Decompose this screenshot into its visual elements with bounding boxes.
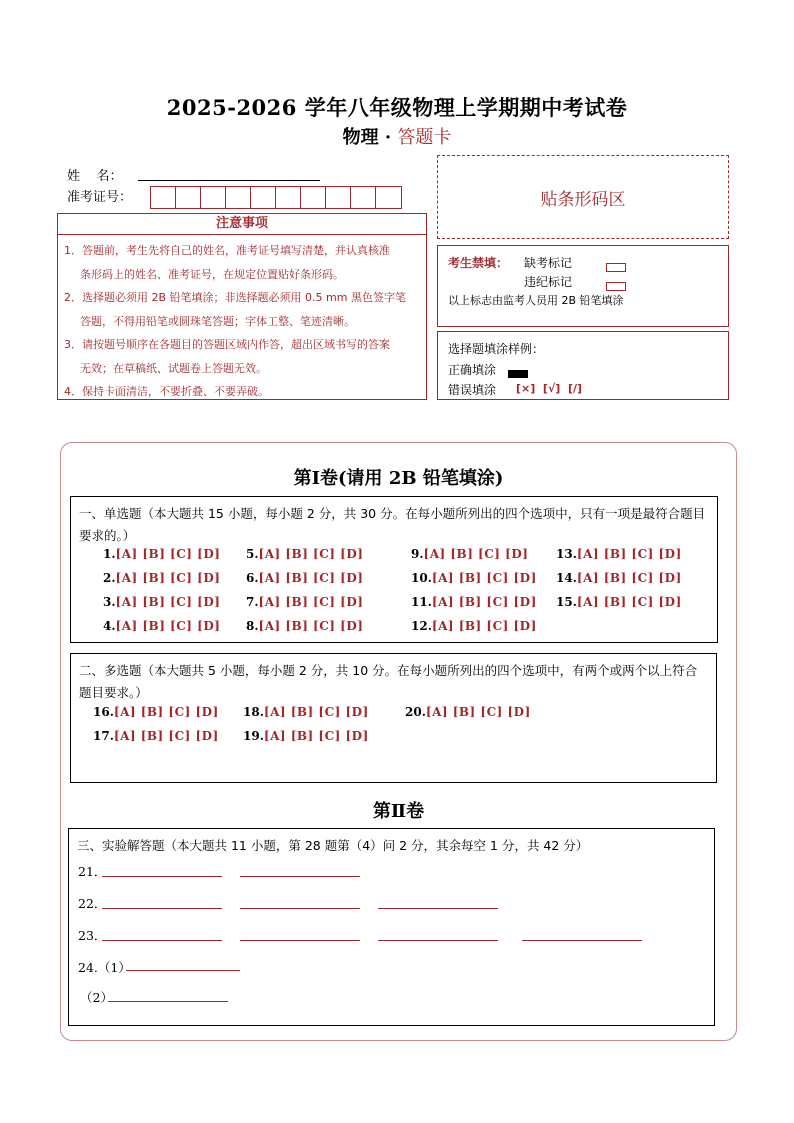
choice-question[interactable] bbox=[556, 595, 682, 609]
q24-part1-blank[interactable] bbox=[126, 970, 240, 971]
subtitle-dot: · bbox=[384, 127, 392, 148]
answer-options[interactable]: [A] [B] [C] [D] bbox=[576, 595, 682, 609]
answer-options[interactable]: [A] [B] [C] [D] bbox=[431, 619, 537, 633]
question-number: 12. bbox=[411, 619, 432, 633]
answer-options[interactable]: [A] [B] [C] [D] bbox=[423, 547, 529, 561]
notice-item: 1．答题前，考生先将自己的姓名，准考证号填写清楚，并认真核准 bbox=[64, 244, 390, 257]
question-number: 4. bbox=[103, 619, 116, 633]
choice-question[interactable] bbox=[103, 619, 220, 633]
barcode-label: 贴条形码区 bbox=[540, 189, 626, 210]
question-number: 17. bbox=[93, 729, 114, 743]
forbidden-note: 以上标志由监考人员用 2B 铅笔填涂 bbox=[448, 294, 624, 307]
wrong-fill-label: 错误填涂 bbox=[448, 383, 497, 397]
q21-blank[interactable] bbox=[102, 876, 222, 877]
choice-question[interactable] bbox=[556, 571, 682, 585]
answer-options[interactable]: [A] [B] [C] [D] bbox=[431, 595, 537, 609]
name-field[interactable] bbox=[138, 166, 320, 181]
answer-options[interactable]: [A] [B] [C] [D] bbox=[113, 729, 219, 743]
q23-blank[interactable] bbox=[522, 940, 642, 941]
fill-in-intro: 三、实验解答题（本大题共 11 小题，第 28 题第（4）问 2 分，其余每空 1 分，共 42 分） bbox=[77, 838, 589, 853]
question-number: 13. bbox=[556, 547, 577, 561]
q23-blank[interactable] bbox=[102, 940, 222, 941]
absent-mark[interactable] bbox=[606, 257, 626, 276]
choice-question[interactable] bbox=[246, 547, 363, 561]
wrong-fill-samples: [×] [√] [/] bbox=[516, 382, 583, 395]
question-number: 10. bbox=[411, 571, 432, 585]
barcode-area bbox=[437, 155, 729, 239]
q23-blank[interactable] bbox=[378, 940, 498, 941]
notice-body bbox=[58, 235, 426, 404]
answer-options[interactable]: [A] [B] [C] [D] bbox=[115, 619, 221, 633]
violation-label: 违纪标记 bbox=[524, 275, 573, 289]
sample-box bbox=[437, 331, 729, 400]
absent-label: 缺考标记 bbox=[524, 256, 573, 270]
answer-card-label: 答题卡 bbox=[397, 127, 452, 148]
question-number: 20. bbox=[405, 705, 426, 719]
q21-blank[interactable] bbox=[240, 876, 360, 877]
question-number: 15. bbox=[556, 595, 577, 609]
answer-options[interactable]: [A] [B] [C] [D] bbox=[258, 571, 364, 585]
question-number: 11. bbox=[411, 595, 432, 609]
choice-question[interactable] bbox=[246, 571, 363, 585]
q22-blank[interactable] bbox=[378, 908, 498, 909]
forbidden-box bbox=[437, 245, 729, 327]
q22-blank[interactable] bbox=[102, 908, 222, 909]
answer-options[interactable]: [A] [B] [C] [D] bbox=[115, 571, 221, 585]
notice-box bbox=[57, 213, 427, 400]
choice-question[interactable] bbox=[405, 705, 531, 719]
answer-options[interactable]: [A] [B] [C] [D] bbox=[115, 595, 221, 609]
choice-question[interactable] bbox=[103, 547, 220, 561]
notice-heading: 注意事项 bbox=[58, 214, 426, 235]
choice-question[interactable] bbox=[411, 571, 537, 585]
fill-in-section bbox=[68, 828, 715, 1026]
choice-question[interactable] bbox=[93, 705, 219, 719]
choice-question[interactable] bbox=[243, 705, 369, 719]
question-number: 16. bbox=[93, 705, 114, 719]
q24-part2-label: （2） bbox=[80, 990, 113, 1005]
answer-options[interactable]: [A] [B] [C] [D] bbox=[258, 619, 364, 633]
choice-question[interactable] bbox=[556, 547, 682, 561]
part1-title: 第Ⅰ卷(请用 2B 铅笔填涂) bbox=[293, 468, 504, 489]
answer-options[interactable]: [A] [B] [C] [D] bbox=[431, 571, 537, 585]
subject-label: 物理 bbox=[342, 127, 379, 148]
question-number: 7. bbox=[246, 595, 259, 609]
q24-part1-label: 24.（1） bbox=[78, 960, 131, 975]
q23-label: 23． bbox=[78, 928, 107, 943]
answer-options[interactable]: [A] [B] [C] [D] bbox=[113, 705, 219, 719]
choice-question[interactable] bbox=[243, 729, 369, 743]
question-number: 3. bbox=[103, 595, 116, 609]
page-title: 2025-2026 学年八年级物理上学期期中考试卷 bbox=[166, 95, 628, 120]
notice-item: 2．选择题必须用 2B 铅笔填涂；非选择题必须用 0.5 mm 黑色签字笔 bbox=[64, 291, 406, 304]
correct-fill-sample bbox=[508, 363, 528, 382]
part2-title: 第Ⅱ卷 bbox=[372, 801, 425, 822]
question-number: 19. bbox=[243, 729, 264, 743]
choice-question[interactable] bbox=[93, 729, 219, 743]
answer-options[interactable]: [A] [B] [C] [D] bbox=[263, 729, 369, 743]
question-number: 14. bbox=[556, 571, 577, 585]
name-label: 姓 名： bbox=[67, 169, 123, 184]
question-number: 2. bbox=[103, 571, 116, 585]
choice-question[interactable] bbox=[411, 595, 537, 609]
q21-label: 21． bbox=[78, 864, 107, 879]
answer-options[interactable]: [A] [B] [C] [D] bbox=[425, 705, 531, 719]
answer-options[interactable]: [A] [B] [C] [D] bbox=[576, 547, 682, 561]
choice-question[interactable] bbox=[246, 595, 363, 609]
q24-part2-blank[interactable] bbox=[108, 1001, 228, 1002]
choice-question[interactable] bbox=[103, 595, 220, 609]
answer-options[interactable]: [A] [B] [C] [D] bbox=[258, 547, 364, 561]
answer-options[interactable]: [A] [B] [C] [D] bbox=[576, 571, 682, 585]
notice-item: 条形码上的姓名、准考证号，在规定位置贴好条形码。 bbox=[80, 267, 344, 281]
notice-item: 无效；在草稿纸、试题卷上答题无效。 bbox=[80, 361, 267, 375]
notice-item: 4．保持卡面清洁，不要折叠、不要弄破。 bbox=[64, 385, 269, 398]
answer-options[interactable]: [A] [B] [C] [D] bbox=[263, 705, 369, 719]
notice-item: 3．请按题号顺序在各题目的答题区域内作答，超出区域书写的答案 bbox=[64, 338, 390, 351]
page-subtitle bbox=[0, 123, 794, 149]
question-number: 1. bbox=[103, 547, 116, 561]
choice-question[interactable] bbox=[246, 619, 363, 633]
question-number: 18. bbox=[243, 705, 264, 719]
exam-id-boxes[interactable] bbox=[150, 186, 402, 209]
question-number: 8. bbox=[246, 619, 259, 633]
question-number: 5. bbox=[246, 547, 259, 561]
notice-item: 答题，不得用铅笔或圆珠笔答题；字体工整、笔迹清晰。 bbox=[80, 314, 355, 328]
correct-fill-label: 正确填涂 bbox=[448, 363, 497, 377]
choice-question[interactable] bbox=[103, 571, 220, 585]
q22-blank[interactable] bbox=[240, 908, 360, 909]
question-number: 6. bbox=[246, 571, 259, 585]
question-number: 9. bbox=[411, 547, 424, 561]
multi-choice-intro: 二、多选题（本大题共 5 小题，每小题 2 分，共 10 分。在每小题所列出的四个选项中，有两个或两个以上符合题目要求。） bbox=[79, 663, 698, 700]
single-choice-intro: 一、单选题（本大题共 15 小题，每小题 2 分，共 30 分。在每小题所列出的四个选项中，只有一项是最符合题目要求的。） bbox=[79, 506, 706, 543]
q23-blank[interactable] bbox=[240, 940, 360, 941]
sample-heading: 选择题填涂样例： bbox=[448, 342, 545, 356]
choice-question[interactable] bbox=[411, 619, 537, 633]
answer-options[interactable]: [A] [B] [C] [D] bbox=[115, 547, 221, 561]
forbidden-label: 考生禁填： bbox=[448, 256, 509, 270]
answer-options[interactable]: [A] [B] [C] [D] bbox=[258, 595, 364, 609]
exam-id-label: 准考证号： bbox=[67, 190, 133, 205]
choice-question[interactable] bbox=[411, 547, 528, 561]
q22-label: 22． bbox=[78, 896, 107, 911]
